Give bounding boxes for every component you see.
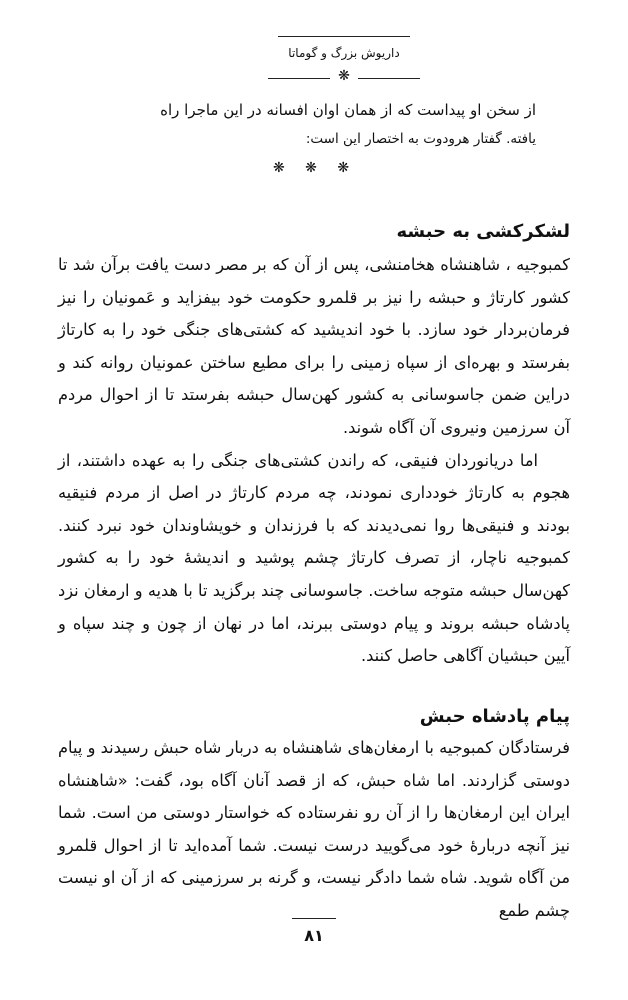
section-body-ethiopia-campaign	[58, 249, 570, 673]
paragraph: فرستادگان کمبوجیه با ارمغان‌های شاهنشاه به دربار شاه حبش رسیدند و پیام دوستی گزاردند. اما شاه حبش، که از قصد آنان آگاه بود، گفت: «شاهنشاه ایران این ارمغان‌ها را از آن رو نفرستاده که خواستار دوستی من است. شما نیز آنچه دربارهٔ خود می‌گویید درست نیست. شما آمده‌اید تا از احوال قلمرو من آگاه شوید. شاه شما دادگر نیست، و گرنه بر سرزمینی که از آن او نیست چشم طمع	[58, 738, 570, 920]
header-divider	[268, 68, 420, 84]
page-number: ۸۱	[304, 926, 324, 945]
running-title: داریوش بزرگ و گوماتا	[288, 46, 400, 60]
intro-line-1: از سخن او پیداست که از همان اوان افسانه در این ماجرا راه	[160, 101, 536, 119]
divider-rule-left	[268, 78, 330, 79]
header-top-rule	[278, 36, 410, 37]
paragraph: کمبوجیه ، شاهنشاه هخامنشی، پس از آن که بر مصر دست یافت برآن شد تا کشور کارتاژ و حبشه را نیز بر قلمرو حکومت خود بیفزاید و عَمونیان را نیز فرمان‌بردار خود سازد. با خود اندیشید که کشتی‌های جنگی خود را به کارتاژ بفرستد و بهره‌ای از سپاه زمینی را برای مطیع ساختن عمونیان روانه کند و دراین ضمن جاسوسانی به کشور کهن‌سال حبشه بفرستد تا از احوال مردم آن سرزمین ونیروی آن آگاه شوند.	[58, 255, 570, 437]
section-body-ethiopian-king-message	[58, 732, 570, 928]
intro-line-2: یافته. گفتار هرودوت به اختصار این است:	[305, 131, 536, 147]
footer-rule	[292, 918, 336, 919]
ornament-star-icon: ❋	[338, 68, 350, 84]
section-separator: ❋ ❋ ❋	[272, 160, 358, 176]
section-heading-ethiopian-king-message: پیام پادشاه حبش	[419, 706, 570, 727]
paragraph: اما دریانوردان فنیقی، که راندن کشتی‌های جنگی را به عهده داشتند، از هجوم به کارتاژ خودداری نمودند، چه مردم کارتاژ در اصل از مردم فنیقیه بودند و فنیقی‌ها روا نمی‌دیدند که با فرزندان و خویشاوندان خود نبرد کنند. کمبوجیه ناچار، از تصرف کارتاژ چشم پوشید و اندیشهٔ خود را به کشور کهن‌سال حبشه متوجه ساخت. جاسوسانی چند برگزید تا با هدیه و ارمغان نزد پادشاه حبشه بروند و پیام دوستی ببرند، اما در نهان از چون و چند سپاه و آیین حبشیان آگاهی حاصل کنند.	[58, 450, 570, 666]
intro-paragraph	[116, 96, 536, 154]
section-heading-ethiopia-campaign: لشکرکشی به حبشه	[396, 221, 570, 242]
